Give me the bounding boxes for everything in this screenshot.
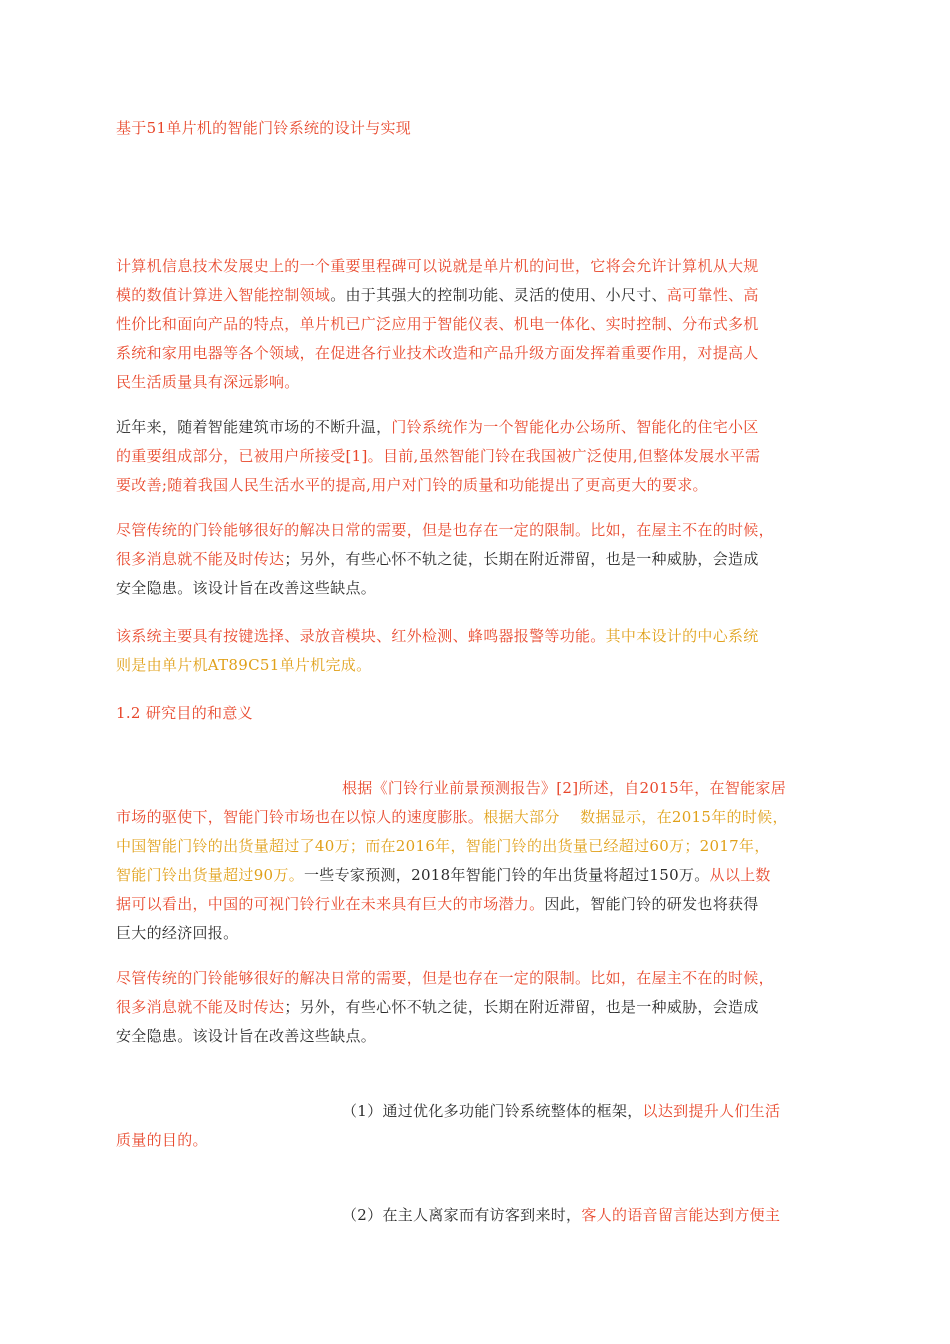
text-segment: 该系统主要具有按键选择、录放音模块、红外检测、蜂鸣器报警等功能。	[116, 627, 606, 645]
text-line	[116, 475, 708, 495]
text-line	[116, 968, 774, 988]
text-segment: 据可以看出，中国的可视门铃行业在未来具有巨大的市场潜力。	[116, 895, 545, 913]
text-line	[116, 446, 760, 466]
text-segment: 安全隐患。该设计旨在改善这些缺点。	[116, 1027, 377, 1045]
text-line	[116, 1026, 376, 1046]
text-line	[116, 578, 376, 598]
text-segment: 根据《门铃行业前景预测报告》[2]所述，自2015年，在智能家居	[342, 779, 787, 797]
text-segment: 近年来，随着智能建筑市场的不断升温，	[116, 418, 392, 436]
text-segment: 尽管传统的门铃能够很好的解决日常的需要，但是也存在一定的限制。比如，在屋主不在的时候，	[116, 969, 774, 987]
text-line	[116, 997, 759, 1017]
text-line	[116, 285, 759, 305]
text-line	[116, 923, 238, 943]
text-line	[116, 417, 759, 437]
text-line	[342, 1205, 780, 1225]
text-segment: 其中本设计的中心系统	[605, 627, 759, 645]
text-segment: 市场的驱使下，智能门铃市场也在以惊人的速度膨胀。	[116, 808, 484, 826]
text-line	[116, 256, 759, 276]
text-segment: 民生活质量具有深远影响。	[116, 373, 300, 391]
text-line	[116, 703, 253, 723]
text-line	[116, 314, 759, 334]
text-segment: 系统和家用电器等各个领域，在促进各行业技术改造和产品升级方面发挥着重要作用，对提高人	[116, 344, 759, 362]
text-line	[116, 1130, 208, 1150]
text-segment: 质量的目的。	[116, 1131, 208, 1149]
text-segment: 门铃系统作为一个智能化办公场所、智能化的住宅小区	[391, 418, 759, 436]
text-segment: 一些专家预测，2018年智能门铃的年出货量将超过150万。	[304, 866, 710, 884]
text-line	[342, 778, 786, 798]
text-segment: 很多消息就不能及时传达	[116, 998, 285, 1016]
text-line	[116, 343, 759, 363]
text-line	[116, 865, 771, 885]
text-segment: 目前,虽然智能门铃在我国被广泛使用,但整体发展水平需	[382, 447, 761, 465]
text-segment: 从以上数	[709, 866, 771, 884]
text-segment: 安全隐患。该设计旨在改善这些缺点。	[116, 579, 377, 597]
text-segment: 巨大的经济回报。	[116, 924, 239, 942]
text-segment: 。由于其强大的控制功能、灵活的使用、小尺寸、	[330, 286, 667, 304]
text-line	[116, 520, 774, 540]
text-line	[116, 807, 788, 827]
text-segment: 尽管传统的门铃能够很好的解决日常的需要，但是也存在一定的限制。比如，在屋主不在的时候，	[116, 521, 774, 539]
text-segment: 客人的语音留言能达到方便主	[581, 1206, 781, 1224]
text-segment: 模的数值计算进入智能控制领域	[116, 286, 331, 304]
text-segment: 要改善;随着我国人民生活水平的提高,用户对门铃的质量和功能提出了更高更大的要求。	[116, 476, 708, 494]
text-segment: 高可靠性、高	[666, 286, 759, 304]
text-segment: 因此，智能门铃的研发也将获得	[544, 895, 759, 913]
text-segment: ；另外，有些心怀不轨之徒，长期在附近滞留，也是一种威胁，会造成	[284, 998, 759, 1016]
text-segment: （1）通过优化多功能门铃系统整体的框架，	[342, 1102, 643, 1120]
text-line	[116, 372, 300, 392]
text-segment: 智能门铃出货量超过90万。	[116, 866, 304, 884]
text-segment: 根据大部分 数据显示，在2015年的时候，	[483, 808, 788, 826]
text-segment: ；另外，有些心怀不轨之徒，长期在附近滞留，也是一种威胁，会造成	[284, 550, 759, 568]
text-line	[116, 655, 371, 675]
text-segment: 中国智能门铃的出货量超过了40万；而在2016年，智能门铃的出货量已经超过60万；2017年，	[116, 837, 770, 855]
document-title: 基于51单片机的智能门铃系统的设计与实现	[116, 119, 412, 137]
text-segment: 则是由单片机AT89C51单片机完成。	[116, 656, 372, 674]
text-segment: （2）在主人离家而有访客到来时，	[342, 1206, 582, 1224]
text-segment: 很多消息就不能及时传达	[116, 550, 285, 568]
text-segment: 计算机信息技术发展史上的一个重要里程碑可以说就是单片机的问世，它将会允许计算机从大规	[116, 257, 759, 275]
text-segment: 的重要组成部分，已被用户所接受[1]。	[116, 447, 383, 465]
text-segment: 以达到提升人们生活	[642, 1102, 781, 1120]
text-line	[116, 836, 770, 856]
text-line	[116, 549, 759, 569]
text-line	[116, 626, 759, 646]
text-segment: 性价比和面向产品的特点，单片机已广泛应用于智能仪表、机电一体化、实时控制、分布式多机	[116, 315, 759, 333]
text-line	[342, 1101, 780, 1121]
text-line	[116, 894, 759, 914]
text-segment: 1.2 研究目的和意义	[116, 704, 253, 722]
